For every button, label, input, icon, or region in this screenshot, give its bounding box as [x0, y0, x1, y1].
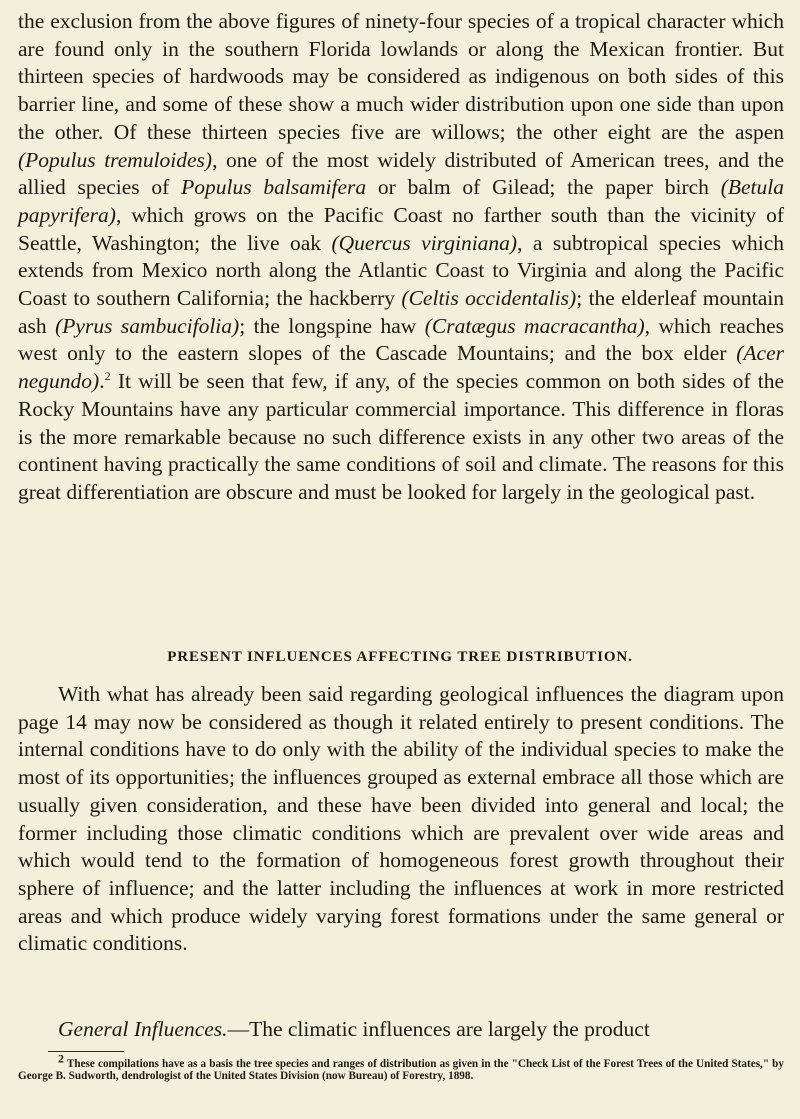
body-paragraph-1: [18, 8, 784, 507]
species-name-longspine-haw: (Cratægus macracantha): [424, 313, 645, 338]
species-name-box-elder: (Acer negundo): [18, 341, 784, 394]
subsection-heading: General Influences.: [58, 1017, 228, 1041]
species-name-hackberry: (Celtis occidentalis): [401, 286, 577, 311]
body-paragraph-2: With what has already been said regarding geological influences the diagram upon page 14 may now be considered as though it related entirely to present conditions. The internal conditions have to do only with the ability of the individual species to make the most of its opportunities; the influences grouped as external embrace all those which are usually given consideration, and these have been divided into general and local; the former including those climatic conditions which are prevalent over wide areas and which would tend to the formation of homogeneous forest growth throughout their sphere of influence; and the latter including the influences at work in more restricted areas and which produce widely varying forest formations under the same general or climatic conditions.: [18, 682, 784, 956]
text-run: , which reaches west only to the eastern slopes of the Cascade Mountains; and the box elder: [18, 313, 784, 366]
text-run: ; the elderleaf mountain ash: [18, 286, 785, 338]
text-run: , a subtropical species which extends from Mexico north along the Atlantic Coast to Virginia and along the Pacific Coast to southern California; the hackberry: [18, 230, 784, 311]
footnote-text: These compilations have as a basis the tree species and ranges of distribution as given in the "Check List of the Forest Trees of the United States," by George B. Sudworth, dendrologist of the United States Division (now Bureau) of Forestry, 1898.: [18, 1058, 784, 1083]
text-run: It will be seen that few, if any, of the species common on both sides of the Rocky Mountains have any particular commercial importance. This difference in floras is the more remarkable because no such difference exists in any other two areas of the continent having practically the same conditions of soil and climate. The reasons for this great differentiation are obscure and must be looked for largely in the geological past.: [18, 369, 784, 504]
text-run: ; the longspine haw: [239, 313, 425, 338]
text-run: The climatic influences are largely the product: [249, 1017, 650, 1041]
species-name-paper-birch: (Betula papyrifera): [18, 175, 785, 227]
species-name-balm-of-gilead: Populus balsamifera: [181, 175, 367, 200]
text-run: , one of the most widely distributed of American trees, and the allied species of: [18, 147, 785, 200]
species-name-aspen: (Populus tremuloides): [18, 147, 213, 172]
text-run: .: [99, 369, 105, 394]
text-run: the exclusion from the above figures of ninety-four species of a tropical character which are found only in the southern Florida lowlands or along the Mexican frontier. But thirteen species of hardwoods may be considered as indigenous on both sides of this barrier line, and some of these show a much wider distribution upon one side than upon the other. Of these thirteen species five are willows; the other eight are the aspen: [18, 9, 784, 144]
section-heading: PRESENT INFLUENCES AFFECTING TREE DISTRIBUTION.: [167, 649, 633, 665]
footnote: [18, 1051, 784, 1083]
text-run: , which grows on the Pacific Coast no farther south than the vicinity of Seattle, Washington; the live oak: [18, 202, 784, 255]
species-name-mountain-ash: (Pyrus sambucifolia): [55, 313, 240, 338]
body-paragraph-3: [18, 1016, 784, 1044]
species-name-live-oak: (Quercus virginiana): [331, 230, 518, 255]
footnote-reference: 2: [104, 368, 111, 383]
footnote-marker: 2: [58, 1051, 64, 1066]
em-dash: —: [227, 1017, 250, 1041]
text-run: or balm of Gilead; the paper birch: [366, 175, 721, 200]
